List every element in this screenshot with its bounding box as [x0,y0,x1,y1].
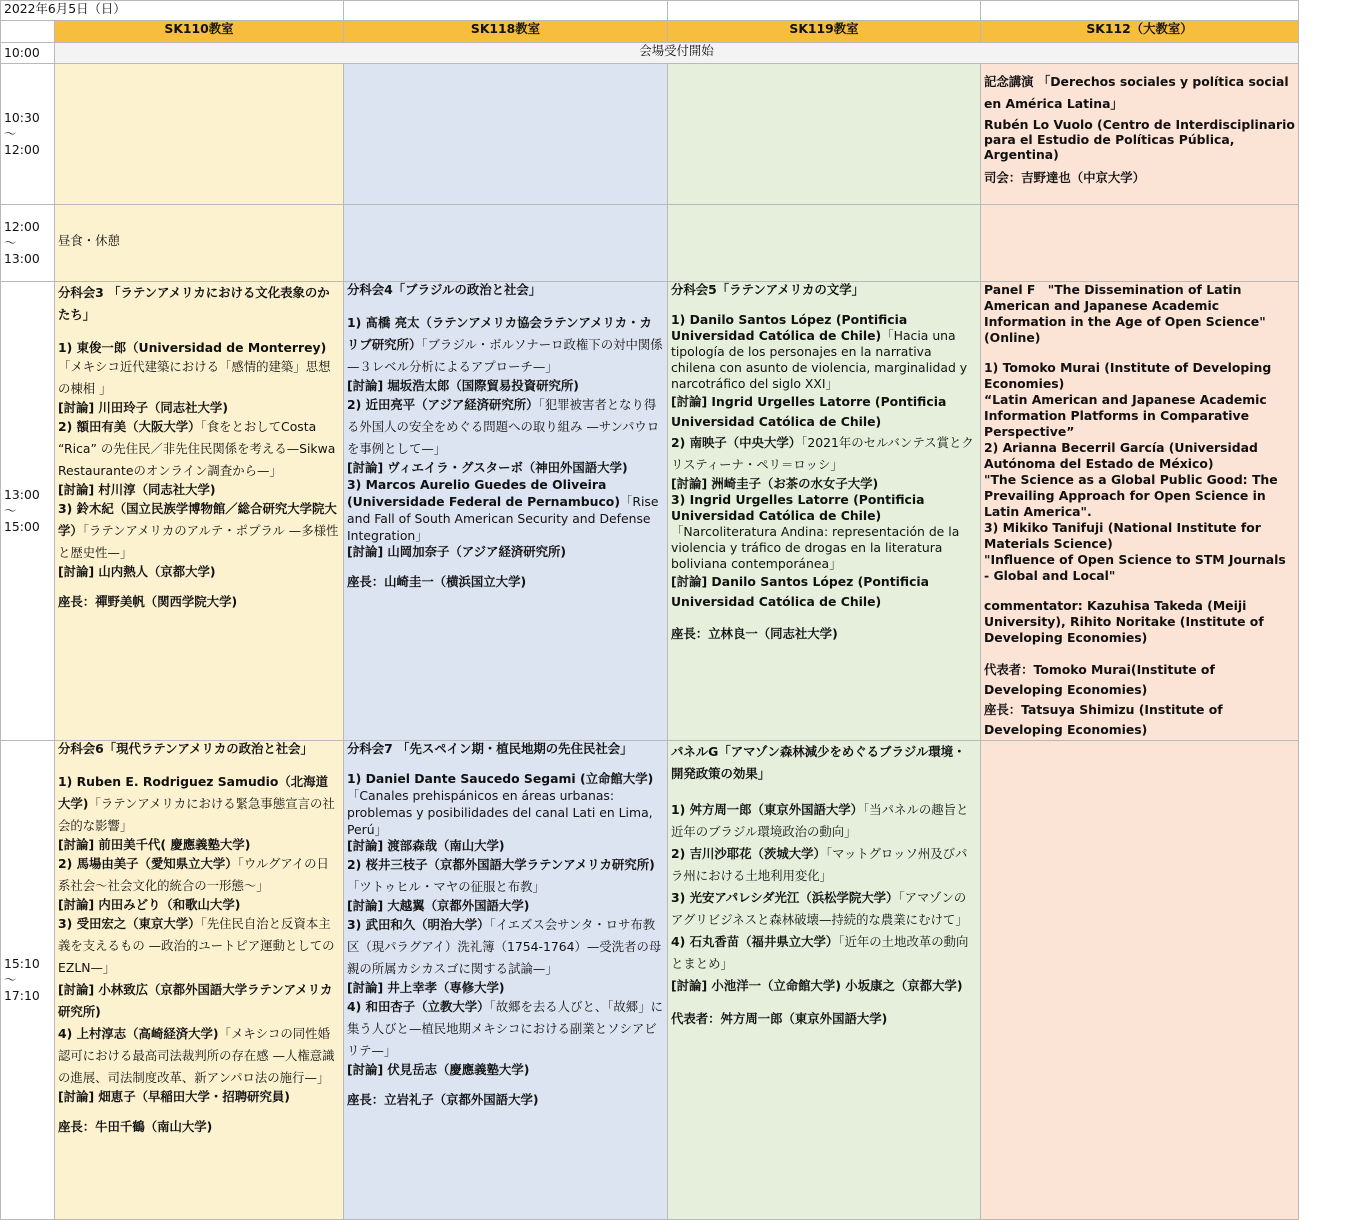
keynote-title: 記念講演 「Derechos sociales y política social en América Latina」 [984,74,1289,111]
lunch-cell [55,205,344,282]
time-sep: ～ [4,235,17,250]
time-cell [1,64,55,205]
room-header-sk110: SK110教室 [55,21,344,43]
time-cell [1,43,55,64]
empty-cell [1,21,55,43]
presentation-title: 「ブラジル・ボルソナーロ政権下の対中関係 —３レベル分析によるアプローチ—」 [347,337,663,374]
session-cell-empty [55,64,344,205]
time-cell [1,741,55,1220]
presenter: 2) 近田亮平（アジア経済研究所） [347,397,539,412]
time-start: 13:00 [4,487,40,502]
discussant: [討論] 村川淳（同志社大学) [58,482,216,497]
presenter: 1) Danilo Santos López (Pontificia Universidad Católica de Chile) [671,312,908,343]
presenter: 1) 髙橋 亮太（ラテンアメリカ協会ラテンアメリカ・カリブ研究所） [347,315,652,352]
discussant: [討論] 小林致広（京都外国語大学ラテンアメリカ研究所) [58,982,333,1019]
time-row-1300 [1,282,1299,741]
discussant: [討論] 大越翼（京都外国語大学) [347,898,530,913]
session-cell-empty [981,205,1299,282]
time-sep: ～ [4,503,17,518]
presenter: 4) 和田杏子（立教大学） [347,999,490,1014]
presentation-title: 「Rise and Fall of South American Security and Defense Integration」 [347,494,659,543]
presentation-title: 「メキシコの同性婚認可における最高司法裁判所の存在感 —人権意識の進展、司法制度改革、新アンパロ法の施行—」 [58,1026,335,1085]
presenter: 3) 受田宏之（東京大学） [58,916,201,931]
presentation-title: 「ラテンアメリカのアルテ・ポプラル —多様性と歴史性—」 [58,523,339,560]
session-4 [344,282,668,741]
presenter: 4) 上村淳志（高崎経済大学) [58,1026,219,1041]
session-title: 分科会3 「ラテンアメリカにおける文化表象のかたち」 [58,285,330,322]
presentation-title: 「ツトゥヒル・マヤの征服と布教」 [347,879,545,894]
time-sep: ～ [4,972,17,987]
time-row-1000 [1,43,1299,64]
presentation-title: 「Hacia una tipología de los personajes en la narrativa chilena con asunto de violencia, marginalidad y narcotráfico del siglo XXI」 [671,328,968,391]
keynote-speaker: Rubén Lo Vuolo (Centro de Interdisciplinario para el Estudio de Políticas Pública, Argentina) [984,117,1295,162]
empty-cell [344,1,668,21]
discussant: [討論] 内田みどり（和歌山大学) [58,897,241,912]
discussant: [討論] 山岡加奈子（アジア経済研究所) [347,544,567,559]
empty-cell [668,1,981,21]
session-chair: 座長：牛田千鶴（南山大学) [58,1119,213,1134]
presenter: 1) 東俊一郎（Universidad de Monterrey) [58,340,327,355]
presentation-title: 「Narcoliteratura Andina: representación de la violencia y tráfico de drogas en la literatura boliviana contemporánea」 [671,524,960,571]
session-title: 分科会6「現代ラテンアメリカの政治と社会」 [58,741,313,756]
time-end: 15:00 [4,519,40,534]
presenter: 2) Arianna Becerril García (Universidad Autónoma del Estado de México) [984,440,1258,471]
discussant: [討論] 井上幸孝（専修大学) [347,980,505,995]
session-chair: 座長：Tatsuya Shimizu (Institute of Developing Economies) [984,702,1223,737]
date-label: 2022年6月5日（日） [1,1,344,21]
presenter: 1) Ruben E. Rodriguez Samudio（北海道大学) [58,774,328,811]
time-start: 10:30 [4,110,40,125]
keynote-chair: 司会：吉野達也（中京大学） [984,170,1146,185]
presenter: 3) 光安アパレシダ光江（浜松学院大学） [671,890,899,905]
presenter: 1) Daniel Dante Saucedo Segami (立命館大学) [347,771,654,786]
discussant: [討論] 洲崎圭子（お茶の水女子大学) [671,476,879,491]
discussant: [討論] Ingrid Urgelles Latorre (Pontificia Universidad Católica de Chile) [671,394,947,429]
presentation-title: 「2021年のセルバンテス賞とクリスティーナ・ペリ＝ロッシ」 [671,435,974,472]
presenter: 3) Marcos Aurelio Guedes de Oliveira (Universidade Federal de Pernambuco) [347,477,620,509]
discussant: [討論] 川田玲子（同志社大学) [58,400,228,415]
time-sep: ～ [4,126,17,141]
panel-representative: 代表者：Tomoko Murai(Institute of Developing Economies) [984,662,1215,697]
presenter: 2) 馬場由美子（愛知県立大学） [58,856,238,871]
lunch-label: 昼食・休憩 [58,233,120,248]
presenter: 2) 南映子（中央大学） [671,435,802,450]
time-start: 12:00 [4,219,40,234]
discussant: [討論] ヴィエイラ・グスターボ（神田外国語大学) [347,460,628,475]
presentation-title: 「当パネルの趣旨と近年のブラジル環境政治の動向」 [671,802,969,839]
time-row-1030 [1,64,1299,205]
presenter: 2) 額田有美（大阪大学） [58,419,201,434]
presentation-title: 「ウルグアイの日系社会〜社会文化的統合の一形態〜」 [58,856,329,893]
presenter: 1) Tomoko Murai (Institute of Developing Economies) [984,360,1272,391]
discussant: [討論] 山内熱人（京都大学) [58,564,216,579]
session-3 [55,282,344,741]
keynote-cell [981,64,1299,205]
session-title: 分科会5「ラテンアメリカの文学」 [671,282,864,297]
presentation-title: 「メキシコ近代建築における「感情的建築」思想の棟相 」 [58,359,331,396]
discussant: [討論] 前田美千代( 慶應義塾大学) [58,837,251,852]
session-chair: 座長：禪野美帆（関西学院大学) [58,594,238,609]
time-end: 17:10 [4,988,40,1003]
room-header-sk118: SK118教室 [344,21,668,43]
session-title: 分科会7 「先スペイン期・植民地期の先住民社会」 [347,741,633,756]
session-cell-empty [981,741,1299,1220]
panel-g [668,741,981,1220]
session-title: パネルG「アマゾン森林減少をめぐるブラジル環境・開発政策の効果」 [671,744,966,781]
presenter: 4) 石丸香苗（福井県立大学） [671,934,839,949]
panel-f [981,282,1299,741]
presenter: 3) 鈴木紀（国立民族学博物館／総合研究大学院大学） [58,501,337,538]
presentation-title: "Influence of Open Science to STM Journals - Global and Local" [984,552,1286,583]
presentation-title: "The Science as a Global Public Good: The Prevailing Approach for Open Science in Latin America". [984,472,1278,519]
presentation-title: 「イエズス会サンタ・ロサ布教区（現パラグアイ）洗礼簿（1754-1764）—受洗者の母親の所属カシカスゴに関する試論—」 [347,917,662,976]
presentation-title: 「故郷を去る人びと、「故郷」に集う人びと—植民地期メキシコにおける副業とソシアビリテ—」 [347,999,663,1058]
room-header-sk112: SK112（大教室） [981,21,1299,43]
presentation-title: “Latin American and Japanese Academic Information Platforms in Comparative Perspective” [984,392,1267,439]
empty-cell [981,1,1299,21]
time-start: 15:10 [4,956,40,971]
discussant: [討論] 堀坂浩太郎（国際貿易投資研究所) [347,378,579,393]
presentation-title: 「近年の土地改革の動向とまとめ」 [671,934,969,971]
session-title: 分科会4「ブラジルの政治と社会」 [347,282,542,297]
presenter: 2) 吉川沙耶花（茨城大学） [671,846,826,861]
discussant: [討論] 小池洋一（立命館大学) 小坂康之（京都大学) [671,978,963,993]
presenter: 3) Mikiko Tanifuji (National Institute for Materials Science) [984,520,1261,551]
session-chair: 座長：山崎圭一（横浜国立大学) [347,574,527,589]
date-row [1,1,1299,21]
room-header-row [1,21,1299,43]
time-text: 10:00 [4,45,40,60]
session-6 [55,741,344,1220]
time-cell [1,282,55,741]
discussant: [討論] 伏見岳志（慶應義塾大学) [347,1062,530,1077]
presenter: 3) 武田和久（明治大学） [347,917,490,932]
time-row-1200 [1,205,1299,282]
presentation-title: 「アマゾンのアグリビジネスと森林破壊—持続的な農業にむけて」 [671,890,968,927]
presentation-title: 「Canales prehispánicos en áreas urbanas: problemas y posibilidades del canal Lati en Lima, Perú」 [347,788,653,837]
session-7 [344,741,668,1220]
presenter: 1) 舛方周一郎（東京外国語大学） [671,802,864,817]
session-title: Panel F "The Dissemination of Latin American and Japanese Academic Information in the Age of Open Science" (Online) [984,282,1266,345]
presentation-title: 「マットグロッソ州及びパラ州における土地利用変化」 [671,846,968,883]
room-header-sk119: SK119教室 [668,21,981,43]
session-cell-empty [668,205,981,282]
session-5 [668,282,981,741]
session-chair: 座長：立林良一（同志社大学) [671,626,838,641]
time-row-1510 [1,741,1299,1220]
presentation-title: 「食をとおしてCosta “Rica” の先住民／非先住民関係を考える—Sikwa Restauranteのオンライン調査から—」 [58,419,336,478]
panel-representative: 代表者：舛方周一郎（東京外国語大学) [671,1011,888,1026]
presenter: 2) 桜井三枝子（京都外国語大学ラテンアメリカ研究所) [347,857,655,872]
session-cell-empty [344,205,668,282]
presentation-title: 「ラテンアメリカにおける緊急事態宣言の社会的な影響」 [58,796,335,833]
time-end: 13:00 [4,251,40,266]
session-chair: 座長：立岩礼子（京都外国語大学) [347,1092,539,1107]
presentation-title: 「犯罪被害者となり得る外国人の安全をめぐる問題への取り組み —サンパウロを事例として—」 [347,397,660,456]
time-cell [1,205,55,282]
reception-notice: 会場受付開始 [55,43,1299,64]
discussant: [討論] 渡部森哉（南山大学) [347,838,505,853]
discussant: [討論] Danilo Santos López (Pontificia Universidad Católica de Chile) [671,574,930,609]
time-end: 12:00 [4,142,40,157]
commentator: commentator: Kazuhisa Takeda (Meiji University), Rihito Noritake (Institute of Developing Economies) [984,598,1264,645]
session-cell-empty [668,64,981,205]
discussant: [討論] 畑恵子（早稲田大学・招聘研究員) [58,1089,290,1104]
presentation-title: 「先住民自治と反資本主義を支えるもの —政治的ユートピア運動としてのEZLN—」 [58,916,335,975]
session-cell-empty [344,64,668,205]
presenter: 3) Ingrid Urgelles Latorre (Pontificia Universidad Católica de Chile) [671,492,925,523]
